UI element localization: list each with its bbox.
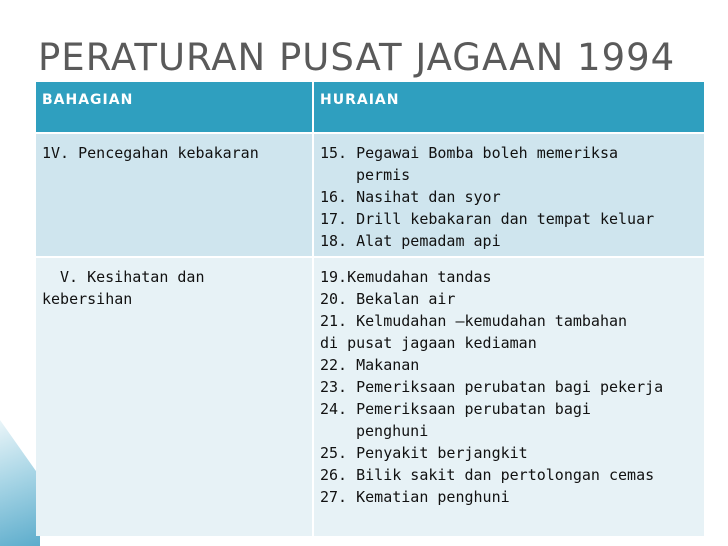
list-item: 18. Alat pemadam api (320, 232, 501, 250)
bahagian-cell: 1V. Pencegahan kebakaran (36, 133, 313, 257)
list-item: di pusat jagaan kediaman (320, 334, 537, 352)
list-item: 21. Kelmudahan –kemudahan tambahan (320, 312, 628, 330)
list-item: 24. Pemeriksaan perubatan bagi penghuni (320, 400, 591, 440)
list-item: 17. Drill kebakaran dan tempat keluar (320, 210, 655, 228)
huraian-cell (313, 133, 705, 257)
huraian-cell (313, 257, 705, 536)
table-row (36, 257, 705, 536)
list-item: 15. Pegawai Bomba boleh memeriksa permis (320, 144, 619, 184)
list-item: 19.Kemudahan tandas (320, 268, 492, 286)
list-item: 23. Pemeriksaan perubatan bagi pekerja (320, 378, 664, 396)
bahagian-line: V. Kesihatan dan (60, 268, 205, 286)
bahagian-line: kebersihan (42, 290, 133, 308)
table-header-row (36, 82, 705, 133)
page-title: PERATURAN PUSAT JAGAAN 1994 (38, 36, 676, 79)
list-item: 27. Kematian penghuni (320, 488, 510, 506)
list-item: 20. Bekalan air (320, 290, 456, 308)
list-item: 22. Makanan (320, 356, 420, 374)
regulation-table (36, 82, 706, 536)
decorative-corner-shape (0, 420, 40, 546)
header-bahagian: BAHAGIAN (36, 82, 313, 133)
table-row (36, 133, 705, 257)
list-item: 25. Penyakit berjangkit (320, 444, 528, 462)
list-item: 26. Bilik sakit dan pertolongan cemas (320, 466, 655, 484)
list-item: 16. Nasihat dan syor (320, 188, 501, 206)
bahagian-cell (36, 257, 313, 536)
header-huraian: HURAIAN (313, 82, 705, 133)
